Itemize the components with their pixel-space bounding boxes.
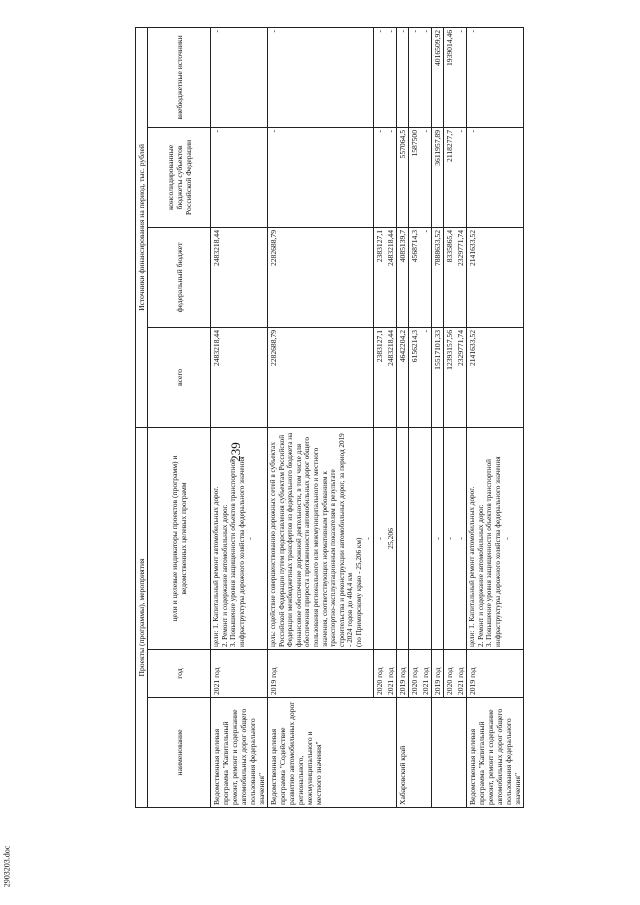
row-year: 2021 год (420, 650, 432, 698)
rotated-page-content (135, 28, 592, 808)
goal-line: 3. Повышение уровня защищенности объектов транспортной инфраструктуры дорожного хозяйства федерального значения (229, 456, 246, 647)
value-regional: - (455, 127, 467, 227)
indicator-value (420, 427, 432, 649)
goal-line: цели: 1. Капитальный ремонт автомобильных дорог. (468, 486, 477, 647)
value-total: 6156214,3 (409, 327, 421, 427)
goal-line: (по Приморскому краю - 25,206 км) (354, 537, 363, 647)
table-row (374, 27, 386, 807)
value-extra: - (467, 27, 524, 127)
value-regional: - (268, 127, 374, 227)
value-regional: - (211, 127, 268, 227)
row-goals (467, 427, 524, 649)
value-extra: - (374, 27, 386, 127)
value-extra: - (211, 27, 268, 127)
row-name: Ведомственная целевая программа "Капитальный ремонт, ремонт и содержание автомобильных дорог общего пользования федерального значения" (467, 698, 524, 808)
value-total: 12393157,56 (444, 327, 456, 427)
row-goals (268, 427, 374, 649)
column-header-regional: консолидированные бюджеты субъектов Российской Федерации (148, 127, 211, 227)
row-year: 2021 год (455, 650, 467, 698)
row-year: 2020 год (444, 650, 456, 698)
value-federal: 2383127,1 (374, 227, 386, 327)
value-regional: 2118277,7 (444, 127, 456, 227)
table-row (385, 27, 397, 807)
row-name: Ведомственная целевая программа "Содействие развитию автомобильных дорог регионального, межмуниципального и местного значения" (268, 698, 397, 808)
table-row (467, 27, 524, 807)
indicator-value: - (246, 537, 255, 540)
table-row (432, 27, 444, 807)
column-header-extra: внебюджетные источники (148, 27, 211, 127)
table-body (211, 27, 524, 807)
goal-line: цели: 1. Капитальный ремонт автомобильных дорог. (212, 486, 220, 647)
value-federal: 2282688,79 (268, 227, 374, 327)
value-federal: 7888633,52 (432, 227, 444, 327)
value-extra: 4016509,92 (432, 27, 444, 127)
value-regional: 1587500 (409, 127, 421, 227)
indicator-value (397, 427, 409, 649)
value-extra: - (397, 27, 409, 127)
sources-group-header: Источники финансирования на период, тыс. рублей (136, 27, 148, 427)
table-row (455, 27, 467, 807)
value-federal: 2329771,74 (455, 227, 467, 327)
goal-line: 3. Повышение уровня защищенности объектов транспортной инфраструктуры дорожного хозяйства федерального значения (485, 456, 502, 647)
value-total: 4642204,2 (397, 327, 409, 427)
indicator-value: - (374, 427, 386, 649)
column-header-goals: цели и целевые индикаторы проектов (программ) и ведомственных целевых программ (148, 427, 211, 649)
column-header-total: всего (148, 327, 211, 427)
value-total: 2141633,52 (467, 327, 524, 427)
row-name (432, 698, 467, 808)
value-regional: 557064,5 (397, 127, 409, 227)
table-row (420, 27, 432, 807)
value-federal: 4085139,7 (397, 227, 409, 327)
goal-line: цель: содействие совершенствованию дорожных сетей в субъектах Российской Федерации путем предоставления субъектам Российской Федерации межбюджетных трансфертов из федерального бюджета на финансовое обеспечение дорожной деятельности, в том числе для обеспечения прироста протяженности автомобильных дорог общего пользования регионального или межмуниципального и местного значения, соответствующих нормативным требованиям к транспортно-эксплуатационным показателям в результате строительства и реконструкции автомобильных дорог, за период 2019 - 2024 годов до 404,4 км (269, 432, 355, 647)
value-extra: - (409, 27, 421, 127)
value-total: 2329771,74 (455, 327, 467, 427)
projects-group-header: Проекты (программы), мероприятия (136, 427, 148, 807)
table-row (211, 27, 268, 807)
value-extra: 1939014,46 (444, 27, 456, 127)
financing-table (135, 27, 524, 808)
table-row (409, 27, 421, 807)
value-total: - (420, 327, 432, 427)
row-year: 2020 год (409, 650, 421, 698)
value-regional: 3611957,89 (432, 127, 444, 227)
row-year: 2020 год (374, 650, 386, 698)
value-regional: - (374, 127, 386, 227)
goal-line: 2. Ремонт и содержание автомобильных дорог. (220, 504, 229, 647)
value-federal: 4568714,3 (409, 227, 421, 327)
value-federal: - (420, 227, 432, 327)
indicator-value: - (444, 427, 456, 649)
value-total: 2383127,1 (374, 327, 386, 427)
value-regional: - (385, 127, 397, 227)
table-row (444, 27, 456, 807)
column-header-year: год (148, 650, 211, 698)
table-row (268, 27, 374, 807)
column-header-federal: федеральный бюджет (148, 227, 211, 327)
value-extra: - (420, 27, 432, 127)
indicator-value: - (502, 537, 511, 540)
value-regional: - (420, 127, 432, 227)
page-number: 239 (227, 442, 243, 462)
goal-line: 2. Ремонт и содержание автомобильных дорог. (476, 504, 485, 647)
value-total: 2483218,44 (211, 327, 268, 427)
value-extra: - (455, 27, 467, 127)
row-year: 2021 год (385, 650, 397, 698)
value-total: 2282688,79 (268, 327, 374, 427)
value-total: 2483218,44 (385, 327, 397, 427)
row-name: Ведомственная целевая программа "Капитальный ремонт, ремонт и содержание автомобильных дорог общего пользования федерального значения" (211, 698, 268, 808)
row-year: 2019 год (268, 650, 374, 698)
indicator-value (409, 427, 421, 649)
value-federal: 2483218,44 (385, 227, 397, 327)
indicator-value: 25,206 (385, 427, 397, 649)
document-code: 2903203.doc (2, 845, 12, 888)
value-extra: - (268, 27, 374, 127)
value-total: 15517101,33 (432, 327, 444, 427)
row-name: Хабаровский край (397, 698, 432, 808)
indicator-value: - (455, 427, 467, 649)
row-year: 2021 год (211, 650, 268, 698)
row-year: 2019 год (432, 650, 444, 698)
row-year: 2019 год (467, 650, 524, 698)
indicator-value: - (432, 427, 444, 649)
value-federal: 8335865,4 (444, 227, 456, 327)
value-federal: 2483218,44 (211, 227, 268, 327)
column-header-name: наименование (148, 698, 211, 808)
row-year: 2019 год (397, 650, 409, 698)
value-regional: - (467, 127, 524, 227)
table-row (397, 27, 409, 807)
indicator-value: - (363, 537, 372, 540)
row-goals (211, 427, 268, 649)
value-federal: 2141633,52 (467, 227, 524, 327)
value-extra: - (385, 27, 397, 127)
